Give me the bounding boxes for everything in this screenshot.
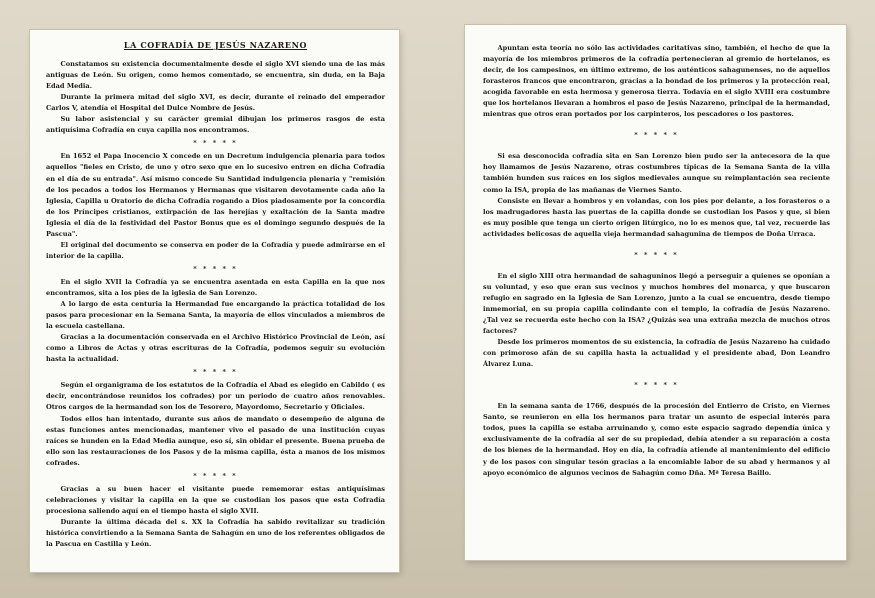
paragraph: Consiste en llevar a hombros y en volandas, con los pies por delante, a los forasteros o a los madrugadores hasta las puertas de la capilla donde se custodian los Pasos y que, si bien es muy posible que tenga un cierto origen litúrgico, no lo es menos que, tal vez, recuerde las actividades belicosas de aquella vieja hermandad sahagunina de tiempos de Doña Urraca.	[483, 196, 830, 238]
section-separator: * * * * *	[634, 250, 679, 259]
paragraph: En el siglo XVII la Cofradía ya se encuentra asentada en esta Capilla en la que nos encontramos, sita a los pies de la iglesia de San Lorenzo.	[46, 277, 385, 297]
paragraph: A lo largo de esta centuria la Hermandad fue encargando la práctica totalidad de los pasos para procesionar en la Semana Santa, la mayoría de ellos vinculados a miembros de la escuela castellana.	[46, 300, 385, 331]
page-title: LA COFRADÍA DE JESÚS NAZARENO	[123, 40, 308, 50]
paragraph: Apuntan esta teoría no sólo las actividades caritativas sino, también, el hecho de que la mayoría de los miembros primeros de la cofradía pertenecieran al gremio de hortelanos, es decir, de los campesinos, en último extremo, de los auténticos sahagunenses, no de aquellos forasteros francos que encontraron, gracias a la bondad de los primeros y la protección real, acogida favorable en esta hermosa y generosa tierra. Todavía en el siglo XVIII era costumbre que los hortelanos llevaran a hombros el paso de Jesús Nazareno, principal de la hermandad, mientras que otros eran portados por los carpinteros, los pescadores o los pastores.	[483, 44, 830, 119]
paragraph: Gracias a su buen hacer el visitante puede rememorar estas antiquísimas celebraciones y visitar la capilla en la que se custodian los pasos que esta Cofradía procesiona saliendo aquí en el tiempo hasta el siglo XVII.	[46, 484, 385, 515]
paragraph: En la semana santa de 1766, después de la procesión del Entierro de Cristo, en Viernes Santo, se reunieron en ella los hermanos para tratar un asunto de especial interés para todos, pues la capilla se estaba arruinando y, como este espacio sagrado dependía única y exclusivamente de la cofradía al ser de su propiedad, debía atender a su reparación a costa de los bienes de la hermandad. Hoy en día, la cofradía atiende al mantenimiento del edificio y de los pasos con singular tesón gracias a la encomiable labor de su abad y hermanos y al apoyo económico de algunos vecinos de Sahagún como Dña. Mª Teresa Baillo.	[483, 402, 830, 477]
paragraph: Su labor asistencial y su carácter gremial dibujan los primeros rasgos de esta antiquísima Cofradía en cuya capilla nos encontramos.	[46, 115, 385, 135]
paragraph: Constatamos su existencia documentalmente desde el siglo XVI siendo una de las más antiguas de León. Su origen, como hemos comentado, se encuentra, sin duda, en la Baja Edad Media.	[46, 60, 385, 91]
paragraph: Si esa desconocida cofradía sita en San Lorenzo bien pudo ser la antecesora de la que hoy llamamos de Jesús Nazareno, otras costumbres típicas de la Semana Santa de la villa también hunden sus raíces en los siglos medievales aunque su reimplantación sea reciente como la ISA, propia de las mañanas de Viernes Santo.	[483, 152, 830, 194]
section-separator: * * * * *	[193, 471, 238, 480]
paragraph: Desde los primeros momentos de su existencia, la cofradía de Jesús Nazareno ha cuidado con primoroso afán de su capilla hasta la actualidad y el presidente abad, Don Leandro Álvarez Luna.	[483, 338, 830, 369]
left-text-panel	[30, 30, 399, 572]
paragraph: Durante la última década del s. XX la Cofradía ha sabido revitalizar su tradición histórica convirtiendo a la Semana Santa de Sahagún en uno de los referentes obligados de la Pascua en Castilla y León.	[46, 517, 385, 549]
paragraph: En 1652 el Papa Inocencio X concede en un Decretum indulgencia plenaria para todos aquellos "fieles en Cristo, de uno y otro sexo que en lo sucesivo entren en dicha Cofradía en el día de su entrada". Así mismo concede Su Santidad indulgencia plenaria y "remisión de los pecados a todos los Hermanos y Hermanas que visitaren devotamente cada año la Iglesia, Capilla u Oratorio de dicha Cofradía rogando a Dios piadosamente por la concordia de los Príncipes cristianos, extirpación de las herejías y exaltación de la Santa madre Iglesia el día de la festividad del Pastor Bonus que es el domingo segundo después de la Pascua".	[46, 152, 385, 238]
section-separator: * * * * *	[193, 139, 238, 148]
paragraph: Gracias a la documentación conservada en el Archivo Histórico Provincial de León, así como a Libros de Actas y otras escrituras de la Cofradía, podemos seguir su evolución hasta la actualidad.	[46, 333, 385, 364]
section-separator: * * * * *	[634, 381, 679, 390]
section-separator: * * * * *	[634, 131, 679, 140]
paragraph: Según el organigrama de los estatutos de la Cofradía el Abad es elegido en Cabildo ( es decir, encontrándose reunidos los cofrades) por un periodo de cuatro años renovables. Otros cargos de la hermandad son los de Tesorero, Mayordomo, Secretario y Oficiales.	[46, 381, 385, 412]
paragraph: Durante la primera mitad del siglo XVI, es decir, durante el reinado del emperador Carlos V, atendía el Hospital del Dulce Nombre de Jesús.	[46, 93, 385, 113]
section-separator: * * * * *	[193, 368, 238, 377]
paragraph: Todos ellos han intentado, durante sus años de mandato o desempeño de alguna de estas funciones antes mencionadas, mantener vivo el pasado de una institución cuyas raíces se hunden en la Edad Media aunque, eso sí, sin obidar el presente. Buena prueba de ello son las restauraciones de los Pasos y de la misma capilla, ésta a manos de los mismos cofrades.	[46, 414, 385, 467]
right-text-panel	[465, 25, 846, 560]
section-separator: * * * * *	[193, 264, 238, 273]
paragraph: El original del documento se conserva en poder de la Cofradía y puede admirarse en el interior de la capilla.	[46, 240, 385, 260]
paragraph: En el siglo XIII otra hermandad de sahaguninos llegó a perseguir a quienes se oponían a su voluntad, y eso que eran sus vecinos y muchos hombres del monarca, y que buscaron refugio en sagrado en la Iglesia de San Lorenzo, junto a la cual se encuentra, desde tiempo inmemorial, en su propia capilla colindante con el templo, la cofradía de Jesús Nazareno. ¿Tal vez se recuerda este hecho con la ISA? ¿Quizás sea una extraña mezcla de muchos otros factores?	[483, 271, 830, 336]
